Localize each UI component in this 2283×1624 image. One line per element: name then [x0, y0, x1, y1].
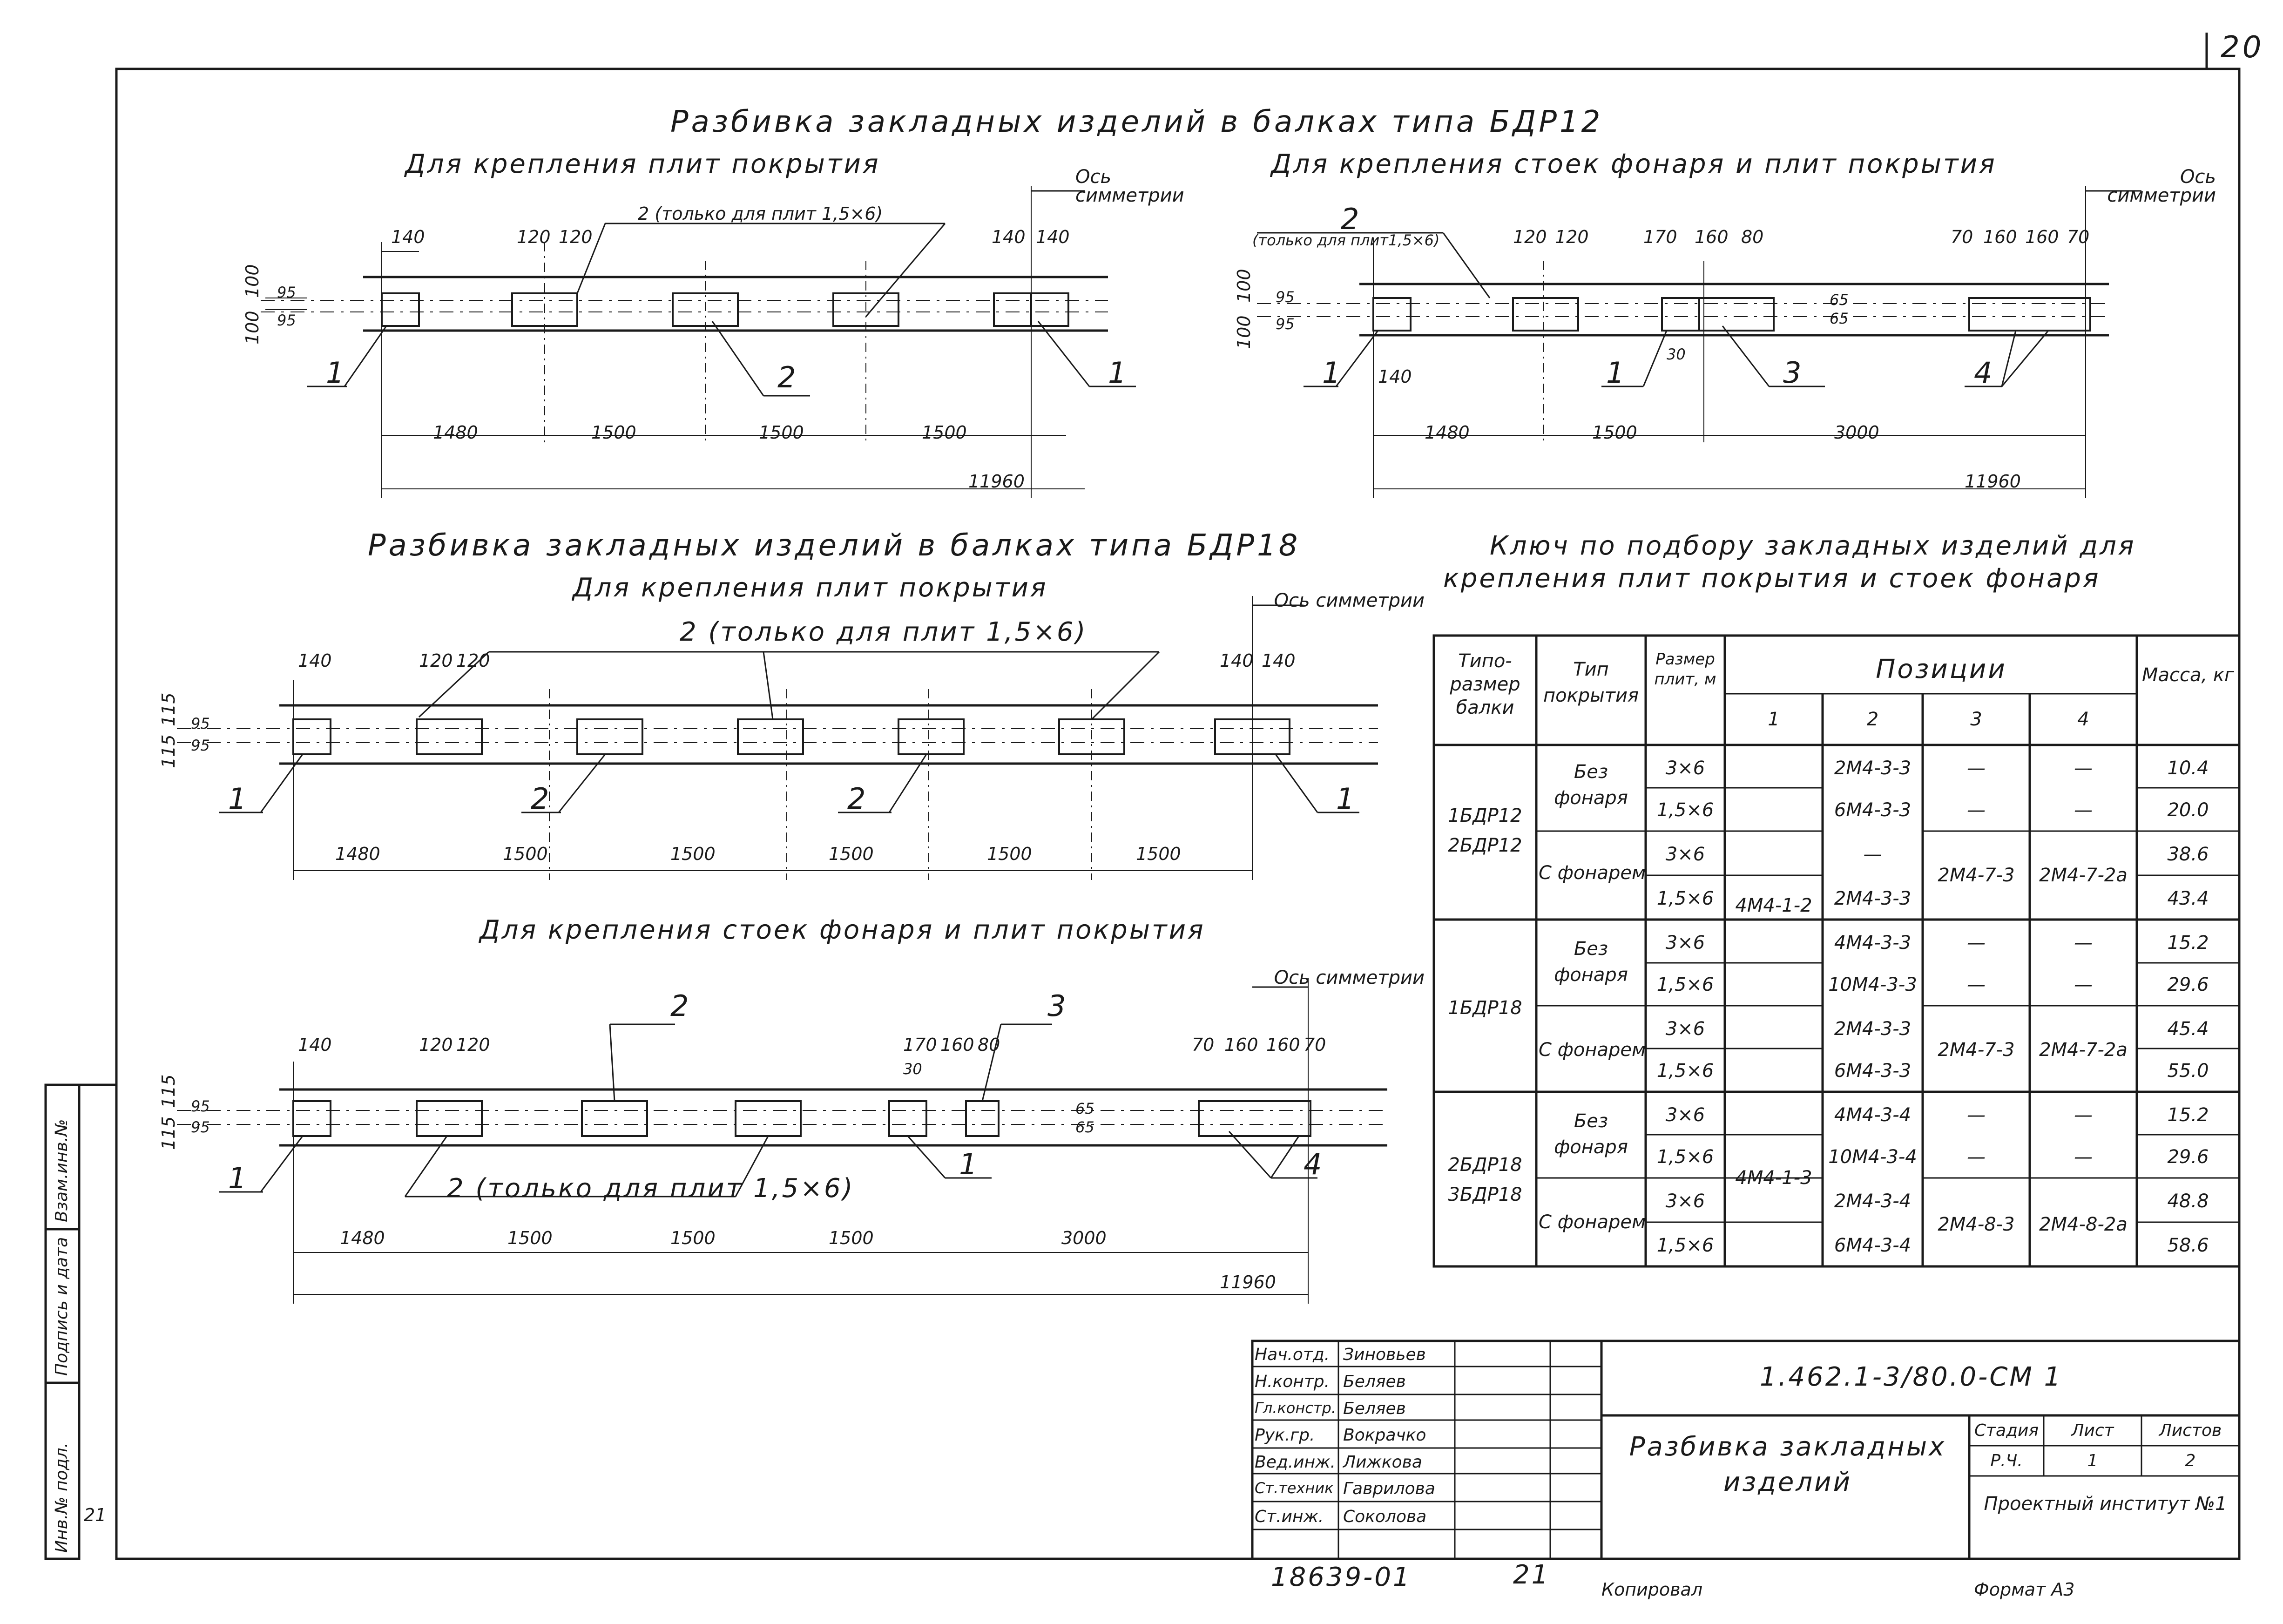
tb-name-4: Вокрачко	[1343, 1426, 1426, 1445]
key-table-title-2: крепления плит покрытия и стоек фонаря	[1443, 563, 2101, 594]
d3-leader-2: 2	[670, 989, 689, 1023]
d2-leader-2a: 2	[531, 782, 549, 816]
g3-pos1: 4М4-1-3	[1735, 1167, 1812, 1189]
g2-c1-pos3-b: —	[1967, 974, 1986, 995]
d3-leader-1a: 1	[228, 1161, 247, 1195]
drawing1-right-subtitle: Для крепления стоек фонаря и плит покрытия	[1271, 149, 1997, 179]
d1-height-95b: 95	[277, 311, 296, 329]
tb-stage: Р.Ч.	[1990, 1451, 2023, 1470]
d2-dim-1500a: 1500	[503, 844, 548, 864]
d1-leader-1a: 1	[326, 356, 344, 390]
g3-c2-r2-pos2: 6М4-3-4	[1834, 1235, 1912, 1256]
d2-dim-1500c: 1500	[829, 844, 874, 864]
d3-dim-30: 30	[903, 1060, 922, 1078]
g3-c1-r1-pos2: 4М4-3-4	[1834, 1104, 1912, 1126]
g1-c2-pos4: 2М4-7-2а	[2039, 865, 2128, 886]
d1r-dim-65b: 65	[1830, 310, 1849, 327]
g2-c2-pos3: 2М4-7-3	[1938, 1039, 2015, 1061]
d3-dim-160a: 160	[1224, 1035, 1258, 1055]
drawing2-note: 2 (только для плит 1,5×6)	[680, 617, 1087, 647]
g3-c1-r2-size: 1,5×6	[1656, 1146, 1714, 1168]
g1-c1-pos3-b: —	[1967, 799, 1986, 821]
g2-c2-r2-pos2: 6М4-3-3	[1834, 1060, 1912, 1082]
drawing3-subtitle: Для крепления стоек фонаря и плит покрытия	[480, 915, 1205, 945]
g2-c1-r2-pos2: 10М4-3-3	[1828, 974, 1917, 995]
tb-role-7: Ст.инж.	[1255, 1507, 1324, 1526]
d2-dim-120a: 120	[419, 650, 453, 671]
d1r-dim-120b: 120	[1555, 227, 1589, 247]
d3-dim-140: 140	[298, 1035, 332, 1055]
g2-c1-r2-mass: 29.6	[2167, 974, 2209, 995]
tb-role-6: Ст.техник	[1255, 1479, 1334, 1497]
d3-dim-1500b: 1500	[670, 1228, 716, 1248]
g3-c1-pos3-b: —	[1967, 1146, 1986, 1168]
d3-dim-65b: 65	[1075, 1118, 1094, 1136]
th-beam: Типо-размер балки	[1450, 650, 1520, 718]
d1r-dim-1500: 1500	[1592, 422, 1637, 443]
tb-sheet: 1	[2087, 1451, 2098, 1470]
drawing1-title: Разбивка закладных изделий в балках типа БДР12	[670, 105, 1603, 139]
g1-c2-r2-pos2: 2М4-3-3	[1834, 888, 1912, 909]
d1r-dim-1480: 1480	[1425, 422, 1470, 443]
g2-c2-r1-size: 3×6	[1665, 1018, 1705, 1040]
th-mass: Масса, кг	[2141, 664, 2235, 686]
g2-c1-r1-size: 3×6	[1665, 932, 1705, 954]
drawing2-axis: Ось симметрии	[1274, 590, 1425, 611]
d1r-dim-160b: 160	[2025, 227, 2059, 247]
d3-leader-1b: 1	[959, 1147, 978, 1181]
d1-dim-140c: 140	[1036, 227, 1070, 247]
g3-c1-pos4-b: —	[2074, 1146, 2093, 1168]
d3-dim-120b: 120	[456, 1035, 490, 1055]
beam-bdr18-lantern	[177, 978, 1387, 1304]
d1-dim-total: 11960	[968, 471, 1025, 492]
g2-c2-r1-pos2: 2М4-3-3	[1834, 1018, 1912, 1040]
d1r-leader-3: 3	[1783, 356, 1802, 390]
g1-c1-r1-pos2: 2М4-3-3	[1834, 758, 1912, 779]
d3-dim-1500a: 1500	[507, 1228, 553, 1248]
tb-sheet-label: Лист	[2071, 1421, 2114, 1440]
footer-copied: Копировал	[1601, 1579, 1703, 1600]
drawing1-right-axis: Ось симметрии	[2107, 166, 2216, 206]
d1r-dim-120a: 120	[1513, 227, 1547, 247]
g3-c2-pos3: 2М4-8-3	[1938, 1214, 2015, 1235]
d3-dim-65a: 65	[1075, 1100, 1094, 1117]
g3-c2-cover: С фонарем	[1539, 1211, 1646, 1233]
drawing1-left-note: 2 (только для плит 1,5×6)	[638, 203, 883, 224]
th-size: Размер плит, м	[1654, 650, 1716, 689]
d3-dim-160: 160	[940, 1035, 974, 1055]
d1r-height-95b: 95	[1276, 315, 1295, 333]
g1-c1-r2-mass: 20.0	[2167, 799, 2209, 821]
d1-leader-1b: 1	[1108, 356, 1127, 390]
margin-stamp-2: Подпись и дата	[52, 1237, 71, 1376]
d1r-dim-170: 170	[1643, 227, 1677, 247]
d3-dim-160b: 160	[1266, 1035, 1300, 1055]
d2-dim-1500d: 1500	[987, 844, 1032, 864]
d1-dim-120b: 120	[559, 227, 593, 247]
tb-name-1: Зиновьев	[1343, 1345, 1426, 1364]
d3-height-115b: 115	[158, 1116, 179, 1150]
th-positions: Позиции	[1876, 654, 2007, 684]
d1-dim-1500b: 1500	[759, 422, 804, 443]
d1-dim-140b: 140	[992, 227, 1026, 247]
d1r-dim-65a: 65	[1830, 291, 1849, 309]
d2-height-95a: 95	[191, 715, 210, 732]
g2-c2-cover: С фонарем	[1539, 1039, 1646, 1061]
g1-beam: 1БДР12 2БДР12	[1448, 805, 1522, 856]
g3-c1-pos4-a: —	[2074, 1104, 2093, 1126]
g1-c1-pos3-a: —	[1967, 758, 1986, 779]
g3-c1-r1-size: 3×6	[1665, 1104, 1705, 1126]
g2-c1-r1-mass: 15.2	[2167, 932, 2209, 954]
d1r-height-100b: 100	[1234, 315, 1254, 349]
d3-dim-120a: 120	[419, 1035, 453, 1055]
tb-code: 1.462.1-3/80.0-СМ 1	[1760, 1362, 2063, 1392]
g2-c1-pos3-a: —	[1967, 932, 1986, 954]
d1r-leader-1a: 1	[1322, 356, 1341, 390]
g3-c1-r2-mass: 29.6	[2167, 1146, 2209, 1168]
d1r-leader-2: 2	[1341, 202, 1359, 236]
th-cover: Тип покрытия	[1543, 659, 1639, 706]
d3-dim-70b: 70	[1304, 1035, 1326, 1055]
d3-dim-70a: 70	[1192, 1035, 1215, 1055]
d3-dim-80: 80	[978, 1035, 1000, 1055]
tb-role-4: Рук.гр.	[1255, 1426, 1315, 1445]
drawing3-axis: Ось симметрии	[1274, 967, 1425, 988]
d1-height-100a: 100	[242, 264, 263, 298]
d3-height-95b: 95	[191, 1118, 210, 1136]
g1-c1-r2-size: 1,5×6	[1656, 799, 1714, 821]
tb-sheets: 2	[2185, 1451, 2196, 1470]
g1-c1-r1-mass: 10.4	[2167, 758, 2209, 779]
tb-name-2: Беляев	[1343, 1372, 1406, 1391]
d3-height-95a: 95	[191, 1097, 210, 1115]
tb-role-5: Вед.инж.	[1255, 1453, 1336, 1472]
g2-c1-pos4-b: —	[2074, 974, 2093, 995]
g2-c2-r2-mass: 55.0	[2167, 1060, 2209, 1082]
tb-role-1: Нач.отд.	[1255, 1345, 1330, 1364]
d2-dim-120b: 120	[456, 650, 490, 671]
sheet-number: 20	[2221, 30, 2264, 65]
g1-c2-cover: С фонарем	[1539, 862, 1646, 884]
d1-dim-1500a: 1500	[591, 422, 636, 443]
d1r-dim-160: 160	[1695, 227, 1729, 247]
g3-c1-cover: Без фонаря	[1554, 1110, 1628, 1158]
d2-dim-1500b: 1500	[670, 844, 716, 864]
drawing2-title: Разбивка закладных изделий в балках типа БДР18	[368, 528, 1301, 563]
d1r-dim-140: 140	[1378, 366, 1412, 387]
footer-format: Формат А3	[1974, 1579, 2075, 1600]
g3-c2-r2-mass: 58.6	[2167, 1235, 2209, 1256]
g3-c2-r1-pos2: 2М4-3-4	[1834, 1191, 1912, 1212]
d1-dim-1500c: 1500	[922, 422, 967, 443]
tb-name-3: Беляев	[1343, 1399, 1406, 1418]
g1-c2-r1-mass: 38.6	[2167, 844, 2209, 865]
d2-height-115a: 115	[158, 692, 179, 726]
tb-org: Проектный институт №1	[1984, 1493, 2227, 1515]
d1r-height-100a: 100	[1234, 269, 1254, 303]
g3-c1-pos3-a: —	[1967, 1104, 1986, 1126]
d3-dim-1480: 1480	[340, 1228, 385, 1248]
g1-c2-r1-pos2: —	[1863, 844, 1882, 865]
th-pos-1: 1	[1768, 709, 1780, 730]
d1r-dim-160a: 160	[1983, 227, 2017, 247]
tb-name-5: Лижкова	[1343, 1453, 1422, 1472]
tb-stage-label: Стадия	[1974, 1421, 2039, 1440]
d2-leader-2b: 2	[847, 782, 866, 816]
d1-height-95a: 95	[277, 284, 296, 301]
footer-archive: 18639-01	[1271, 1562, 1412, 1592]
d3-leader-4: 4	[1304, 1147, 1322, 1181]
g3-c1-r2-pos2: 10М4-3-4	[1828, 1146, 1917, 1168]
d2-dim-140b: 140	[1220, 650, 1254, 671]
g1-c2-pos3: 2М4-7-3	[1938, 865, 2015, 886]
g3-c1-r1-mass: 15.2	[2167, 1104, 2209, 1126]
tb-role-3: Гл.констр.	[1255, 1399, 1336, 1417]
th-pos-3: 3	[1970, 709, 1982, 730]
th-pos-4: 4	[2077, 709, 2089, 730]
g3-c2-r2-size: 1,5×6	[1656, 1235, 1714, 1256]
d1-dim-120a: 120	[517, 227, 551, 247]
margin-stamp-1: Взам.инв.№	[52, 1119, 71, 1222]
th-pos-2: 2	[1866, 709, 1879, 730]
d2-dim-1500e: 1500	[1136, 844, 1181, 864]
tb-name-7: Соколова	[1343, 1507, 1427, 1526]
key-table-title-1: Ключ по подбору закладных изделий для	[1490, 531, 2136, 561]
d2-height-115b: 115	[158, 734, 179, 768]
g1-c1-r2-pos2: 6М4-3-3	[1834, 799, 1912, 821]
drawing1-left-subtitle: Для крепления плит покрытия	[405, 149, 880, 179]
d1r-dim-80: 80	[1741, 227, 1764, 247]
drawing1-left-axis: Ось симметрии	[1075, 166, 1184, 206]
d1r-dim-3000: 3000	[1834, 422, 1879, 443]
g2-c2-pos4: 2М4-7-2а	[2039, 1039, 2128, 1061]
drawing3-note: 2 (только для плит 1,5×6)	[447, 1173, 855, 1204]
d1r-dim-70a: 70	[1951, 227, 1973, 247]
g3-beam: 2БДР18 3БДР18	[1448, 1154, 1522, 1205]
d2-dim-140a: 140	[298, 650, 332, 671]
margin-stamp-3: Инв.№ подл.	[52, 1442, 71, 1553]
d1r-height-95a: 95	[1276, 288, 1295, 306]
g2-c1-pos4-a: —	[2074, 932, 2093, 954]
d2-dim-1480: 1480	[335, 844, 380, 864]
g2-c2-r2-size: 1,5×6	[1656, 1060, 1714, 1082]
g2-c1-r1-pos2: 4М4-3-3	[1834, 932, 1912, 954]
d3-dim-3000: 3000	[1061, 1228, 1107, 1248]
d1r-dim-total: 11960	[1965, 471, 2021, 492]
margin-inv: 21	[84, 1505, 107, 1525]
g2-c1-cover: Без фонаря	[1554, 938, 1628, 986]
d1-height-100b: 100	[242, 311, 263, 345]
g1-c1-cover: Без фонаря	[1554, 761, 1628, 809]
tb-title: Разбивка закладных изделий	[1629, 1432, 1946, 1497]
g1-c2-r2-mass: 43.4	[2167, 888, 2209, 909]
d1-dim-140: 140	[391, 227, 425, 247]
d1r-dim-70b: 70	[2067, 227, 2090, 247]
tb-role-2: Н.контр.	[1255, 1372, 1330, 1391]
g1-c1-pos4-a: —	[2074, 758, 2093, 779]
g2-beam: 1БДР18	[1448, 997, 1522, 1019]
drawing1-right-note: (только для плит1,5×6)	[1252, 231, 1440, 249]
tb-sheets-label: Листов	[2159, 1421, 2222, 1440]
g1-c1-pos4-b: —	[2074, 799, 2093, 821]
drawing2-subtitle: Для крепления плит покрытия	[573, 573, 1048, 603]
d3-leader-3: 3	[1047, 989, 1066, 1023]
d2-height-95b: 95	[191, 737, 210, 754]
g2-c1-r2-size: 1,5×6	[1656, 974, 1714, 995]
d1r-dim-30: 30	[1667, 345, 1686, 363]
d1-leader-2: 2	[777, 360, 796, 394]
g1-c1-r1-size: 3×6	[1665, 758, 1705, 779]
d1-dim-1480: 1480	[433, 422, 478, 443]
d3-height-115a: 115	[158, 1074, 179, 1108]
tb-name-6: Гаврилова	[1343, 1479, 1435, 1498]
d1r-leader-1b: 1	[1606, 356, 1625, 390]
footer-page: 21	[1513, 1560, 1550, 1590]
d3-dim-total: 11960	[1220, 1272, 1276, 1292]
d2-leader-1a: 1	[228, 782, 247, 816]
g3-c2-r1-mass: 48.8	[2167, 1191, 2209, 1212]
g1-c2-r2-size: 1,5×6	[1656, 888, 1714, 909]
d3-dim-170: 170	[903, 1035, 937, 1055]
g3-c2-pos4: 2М4-8-2а	[2039, 1214, 2128, 1235]
g1-pos1: 4М4-1-2	[1735, 895, 1812, 916]
d3-dim-1500c: 1500	[829, 1228, 874, 1248]
d2-leader-1b: 1	[1336, 782, 1355, 816]
d2-dim-140c: 140	[1262, 650, 1296, 671]
d1r-leader-4: 4	[1974, 356, 1993, 390]
g2-c2-r1-mass: 45.4	[2167, 1018, 2209, 1040]
g1-c2-r1-size: 3×6	[1665, 844, 1705, 865]
g3-c2-r1-size: 3×6	[1665, 1191, 1705, 1212]
